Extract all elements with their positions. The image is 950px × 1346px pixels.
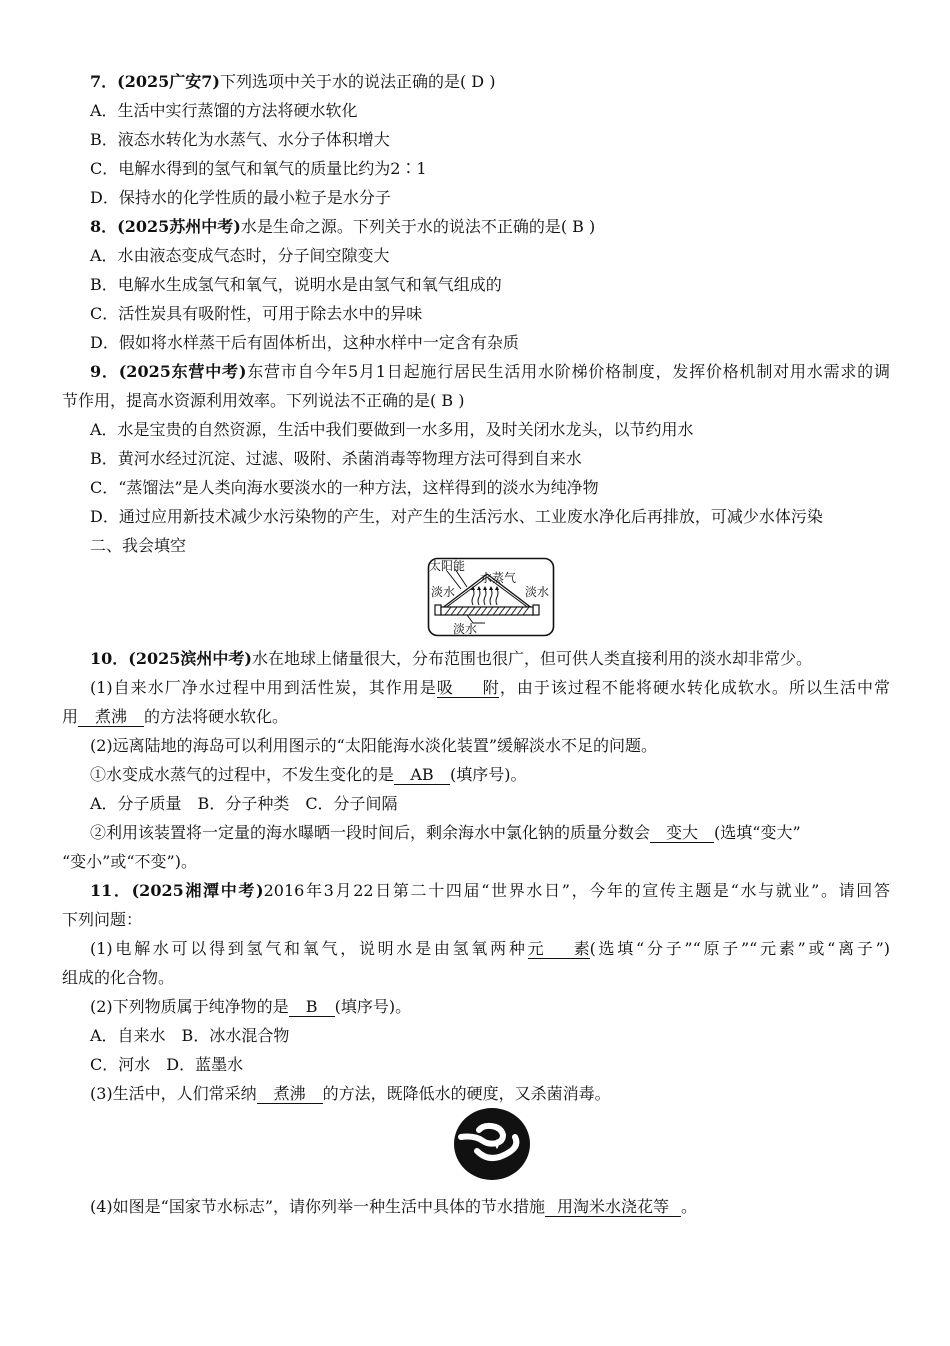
answer-blank: 煮沸 — [78, 708, 144, 727]
option: A．生活中实行蒸馏的方法将硬水软化 — [90, 101, 358, 120]
option: A．水是宝贵的自然资源，生活中我们要做到一水多用，及时关闭水龙头，以节约用水 — [90, 420, 694, 439]
option: C．电解水得到的氢气和氧气的质量比约为2∶1 — [90, 159, 427, 178]
answer-blank: 元素 — [527, 939, 590, 958]
q11-part2-options: C．河水 D．蓝墨水 — [90, 1055, 244, 1074]
q11-part3: (3)生活中，人们常采纳 煮沸 的方法，既降低水的硬度，又杀菌消毒。 — [90, 1084, 611, 1103]
question-stem: 下列选项中关于水的说法正确的是( — [219, 72, 467, 91]
question-source: (2025滨州中考) — [128, 649, 252, 668]
q11-part1: (1)电解水可以得到氢气和氧气，说明水是由氢氧两种元素(选填“分子”“原子”“元素”或“离子”) — [90, 939, 890, 958]
q11-part2: (2)下列物质属于纯净物的是 B (填序号)。 — [90, 997, 412, 1016]
question-source: (2025东营中考) — [118, 362, 247, 381]
question-number: 7． — [90, 72, 118, 91]
option: B．液态水转化为水蒸气、水分子体积增大 — [90, 130, 390, 149]
question-stem-continued: 节作用，提高水资源利用效率。下列说法不正确的是( B ) — [62, 391, 465, 410]
answer-blank: 用淘米水浇花等 — [545, 1198, 681, 1217]
answer-blank: 变大 — [650, 824, 714, 843]
question-stem: 水在地球上储量很大，分布范围也很广，但可供人类直接利用的淡水却非常少。 — [251, 649, 812, 668]
section-heading: 二、我会填空 — [90, 536, 187, 555]
q11-part2-options: A．自来水 B．冰水混合物 — [90, 1026, 290, 1045]
option: D．保持水的化学性质的最小粒子是水分子 — [90, 188, 391, 207]
option: D．通过应用新技术减少水污染物的产生，对产生的生活污水、工业废水净化后再排放，可减少水体污染 — [90, 507, 823, 526]
q10-part2-1: ①水变成水蒸气的过程中，不发生变化的是 AB (填序号)。 — [90, 765, 527, 784]
answer: D — [471, 72, 485, 91]
answer-blank: AB — [394, 766, 450, 785]
q10-part2: (2)远离陆地的海岛可以利用图示的“太阳能海水淡化装置”缓解淡水不足的问题。 — [90, 736, 658, 755]
option: C．“蒸馏法”是人类向海水要淡水的一种方法，这样得到的淡水为纯净物 — [90, 478, 599, 497]
question-9 — [90, 362, 890, 382]
option: D．假如将水样蒸干后有固体析出，这种水样中一定含有杂质 — [90, 333, 519, 352]
question-source: (2025苏州中考) — [117, 217, 241, 236]
question-number: 11． — [90, 881, 132, 900]
q10-part2-2: ②利用该装置将一定量的海水曝晒一段时间后，剩余海水中氯化钠的质量分数会 变大 (选填“变大” — [90, 823, 801, 842]
answer-blank: 吸附 — [436, 678, 499, 697]
answer: B — [441, 391, 454, 410]
question-number: 9． — [90, 362, 119, 381]
q11-part1-cont: 组成的化合物。 — [62, 968, 175, 987]
label-freshwater-left: 淡水 — [431, 585, 456, 599]
question-source: (2025湘潭中考) — [131, 881, 264, 900]
label-vapor: 水蒸气 — [480, 571, 517, 585]
q10-part1: (1)自来水厂净水过程中用到活性炭，其作用是吸附，由于该过程不能将硬水转化成软水。所以生活中常 — [90, 678, 890, 697]
q10-part2-2-cont: “变小”或“不变”)。 — [62, 852, 197, 871]
question-7: 7．(2025广安7)下列选项中关于水的说法正确的是( D ) — [90, 72, 496, 91]
q10-part2-options: A．分子质量 B．分子种类 C．分子间隔 — [90, 794, 398, 813]
option: C．活性炭具有吸附性，可用于除去水中的异味 — [90, 304, 423, 323]
q11-part4: (4)如图是“国家节水标志”，请你列举一种生活中具体的节水措施 用淘米水浇花等 。 — [90, 1197, 698, 1216]
answer-blank: 煮沸 — [257, 1085, 323, 1104]
question-8: 8．(2025苏州中考)水是生命之源。下列关于水的说法不正确的是( B ) — [90, 217, 596, 236]
option: A．水由液态变成气态时，分子间空隙变大 — [90, 246, 390, 265]
question-11 — [90, 881, 890, 901]
question-10 — [90, 649, 812, 669]
question-stem: 东营市自今年5月1日起施行居民生活用水阶梯价格制度，发挥价格机制对用水需求的调 — [246, 362, 890, 381]
label-freshwater-right: 淡水 — [525, 585, 550, 599]
question-number: 10． — [90, 649, 129, 668]
label-solar: 太阳能 — [429, 559, 466, 573]
option: B．电解水生成氢气和氧气，说明水是由氢气和氧气组成的 — [90, 275, 502, 294]
water-saving-logo-icon — [453, 1107, 531, 1181]
question-stem-continued: 下列问题： — [62, 910, 143, 929]
question-stem: 水是生命之源。下列关于水的说法不正确的是( — [240, 217, 568, 236]
option: B．黄河水经过沉淀、过滤、吸附、杀菌消毒等物理方法可得到自来水 — [90, 449, 582, 468]
question-source: (2025广安7) — [117, 72, 220, 91]
answer-blank: B — [289, 998, 335, 1017]
q10-part1-cont: 用 煮沸 的方法将硬水软化。 — [62, 707, 289, 726]
solar-desalination-figure — [427, 557, 555, 637]
answer: B — [572, 217, 584, 236]
question-number: 8． — [90, 217, 118, 236]
label-freshwater-bottom: 淡水 — [453, 622, 478, 636]
question-stem: 2016年3月22日第二十四届“世界水日”，今年的宣传主题是“水与就业”。请回答 — [263, 881, 890, 900]
